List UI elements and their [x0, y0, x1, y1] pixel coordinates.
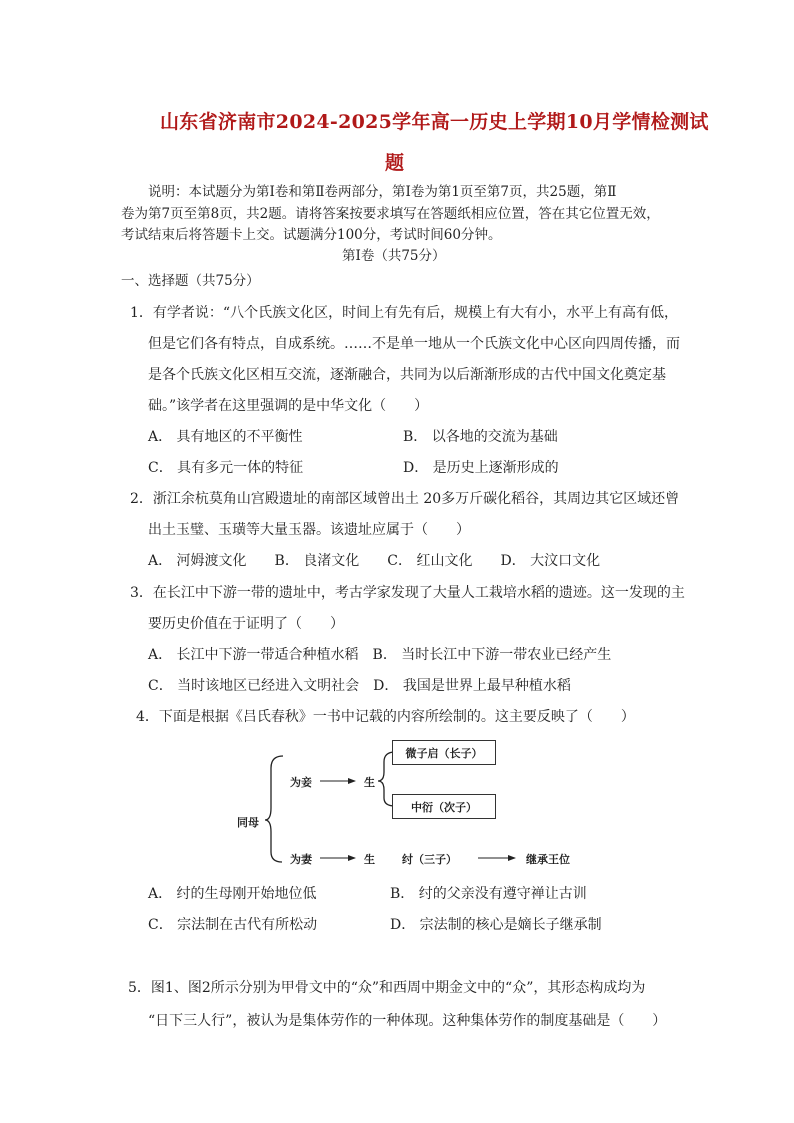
q1-stem-line3: 是各个氏族文化区相互交流，逐渐融合，共同为以后渐渐形成的古代中国文化奠定基 — [148, 367, 666, 383]
diagram-sheng-top: 生 — [364, 776, 375, 789]
diagram-weiqi-bottom: 为妻 — [290, 853, 312, 866]
q4-option-c: C． 宗法制在古代有所松动 — [148, 917, 318, 933]
q1-option-d: D． 是历史上逐渐形成的 — [403, 460, 559, 476]
q1-stem-line2: 但是它们各有特点，自成系统。……不是单一地从一个氏族文化中心区向四周传播，而 — [148, 336, 680, 352]
left-brace — [265, 756, 283, 862]
q5-stem-line2: “日下三人行”，被认为是集体劳作的一种体现。这种集体劳作的制度基础是（ ） — [148, 1013, 667, 1029]
q3-options-cd: C． 当时该地区已经进入文明社会 D． 我国是世界上最早种植水稻 — [148, 678, 571, 694]
diagram-jicheng: 继承王位 — [526, 853, 570, 866]
q4-stem: 4．下面是根据《吕氏春秋》一书中记载的内容所绘制的。这主要反映了（ ） — [136, 709, 635, 725]
q5-stem-line1: 5．图1、图2所示分别为甲骨文中的“众”和西周中期金文中的“众”，其形态构成均为 — [128, 980, 646, 996]
instructions-line2: 卷为第7页至第8页，共2题。请将答案按要求填写在答题纸相应位置，答在其它位置无效， — [121, 206, 660, 222]
q3-options-ab: A． 长江中下游一带适合种植水稻 B． 当时长江中下游一带农业已经产生 — [148, 647, 612, 663]
q1-stem-line1: 1．有学者说：“八个氏族文化区，时间上有先有后，规模上有大有小，水平上有高有低， — [130, 305, 679, 321]
part-header: 一、选择题（共75分） — [121, 273, 260, 289]
q3-stem-line1: 3．在长江中下游一带的遗址中，考古学家发现了大量人工栽培水稻的遗迹。这一发现的主 — [130, 585, 685, 601]
q4-option-a: A． 纣的生母刚开始地位低 — [148, 886, 317, 902]
document-title-line2: 题 — [385, 152, 405, 174]
q4-option-b: B． 纣的父亲没有遵守禅让古训 — [390, 886, 587, 902]
q1-option-c: C． 具有多元一体的特征 — [148, 460, 304, 476]
q1-option-a: A． 具有地区的不平衡性 — [148, 429, 303, 445]
diagram-zhou: 纣（三子） — [402, 853, 457, 866]
q1-option-b: B． 以各地的交流为基础 — [403, 429, 558, 445]
instructions-line1: 说明：本试题分为第Ⅰ卷和第Ⅱ卷两部分，第Ⅰ卷为第1页至第7页，共25题，第Ⅱ — [148, 184, 617, 200]
document-title-line1: 山东省济南市2024-2025学年高一历史上学期10月学情检测试 — [160, 111, 709, 133]
diagram-box-weiziqi: 微子启（长子） — [392, 740, 496, 765]
q2-options: A． 河姆渡文化 B． 良渚文化 C． 红山文化 D． 大汶口文化 — [148, 553, 601, 569]
q4-option-d: D． 宗法制的核心是嫡长子继承制 — [390, 917, 602, 933]
diagram-tongmu: 同母 — [237, 816, 259, 829]
diagram-weiqi-top: 为妾 — [290, 776, 312, 789]
q3-stem-line2: 要历史价值在于证明了（ ） — [148, 616, 344, 632]
section-header: 第Ⅰ卷（共75分） — [342, 248, 446, 264]
diagram-box-zhongyan: 中衍（次子） — [392, 794, 496, 819]
q2-stem-line1: 2．浙江余杭莫角山宫殿遗址的南部区域曾出土 20多万斤碳化稻谷，其周边其它区域还曾 — [130, 491, 680, 507]
instructions-line3: 考试结束后将答题卡上交。试题满分100分，考试时间60分钟。 — [121, 227, 502, 243]
diagram-sheng-bottom: 生 — [364, 853, 375, 866]
q2-stem-line2: 出土玉璧、玉璜等大量玉器。该遗址应属于（ ） — [148, 522, 470, 538]
q1-stem-line4: 础。”该学者在这里强调的是中华文化（ ） — [148, 398, 429, 414]
